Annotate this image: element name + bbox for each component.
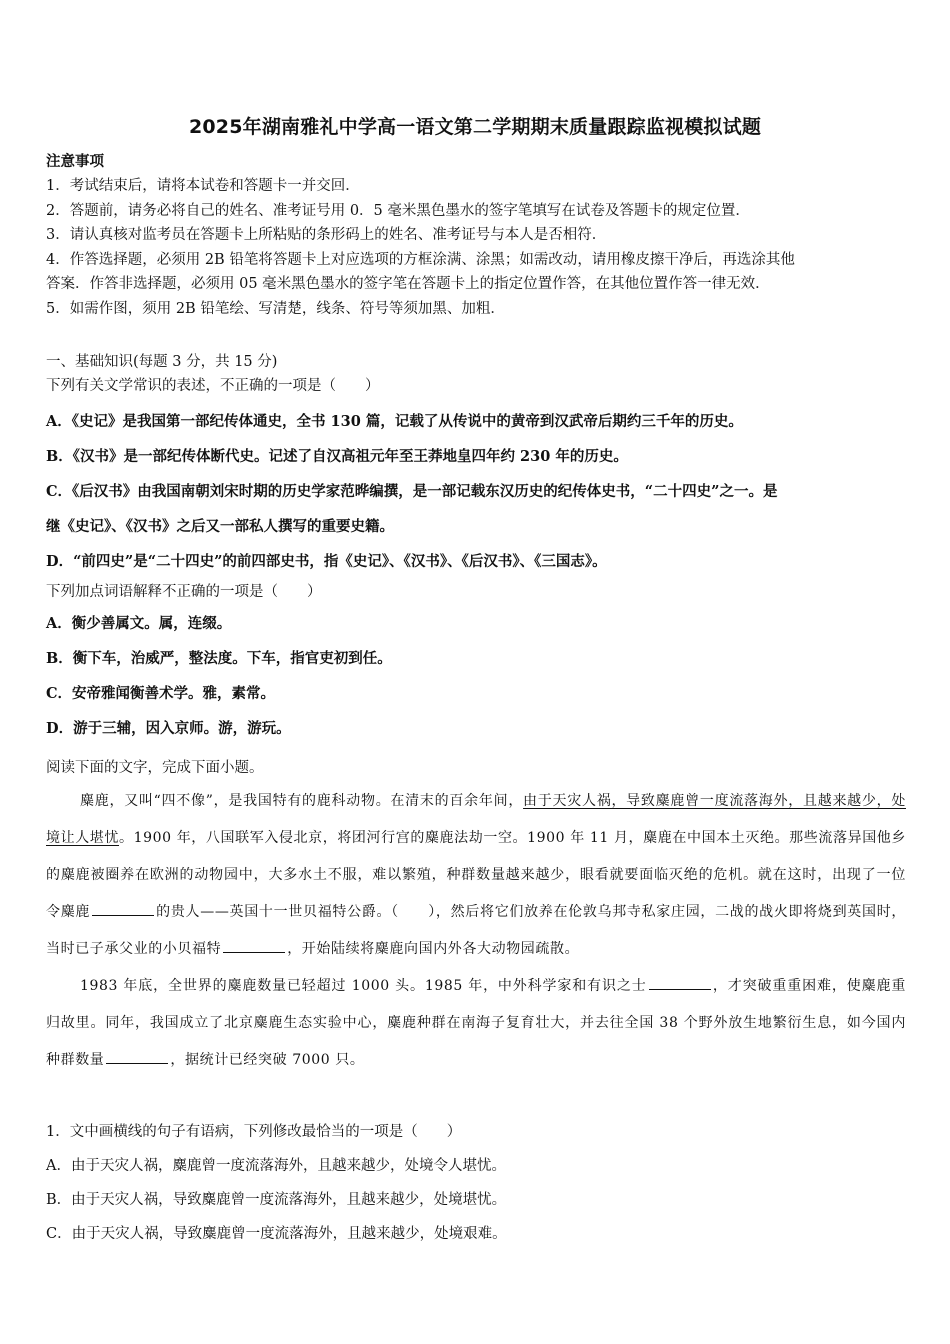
passage-text: 的贵人——英国十一世贝福特公爵。（ ），然后将它们放养在伦敦乌邦寺私家庄园，二战的战火即将烧到英国时，当时已子承父业的小贝福特 bbox=[46, 904, 906, 957]
reading-intro bbox=[46, 756, 906, 780]
passage-text: 1983 年底，全世界的麋鹿数量已轻超过 1000 头。1985 年，中外科学家和有识之士 bbox=[80, 978, 647, 994]
passage-text: ，开始陆续将麋鹿向国内外各大动物园疏散。 bbox=[287, 941, 580, 957]
basic-knowledge-section bbox=[46, 350, 906, 398]
passage-text: 。1900 年，八国联军入侵北京，将团河行宫的麋鹿法劫一空。1900 年 11 月，麋鹿在中国本土灭绝。那些流落异国他乡的麋鹿被圈养在欧洲的动物园中，大多水土不服，难以繁殖，种群数量越来越少，眼看就要面临灭绝的危机。就在这时，出现了一位令麋鹿 bbox=[46, 830, 906, 920]
notice-section bbox=[46, 150, 906, 321]
section-heading: 一、基础知识(每题 3 分，共 15 分) bbox=[46, 354, 278, 370]
passage-paragraph-2 bbox=[46, 968, 906, 1079]
page-title: 2025年湖南雅礼中学高一语文第二学期期末质量跟踪监视模拟试题 bbox=[188, 116, 762, 138]
underlined-sentence: 由于天灾人祸，导致麋鹿曾一度流落海外，且越来越少，处境让人堪忧 bbox=[46, 793, 906, 846]
passage-text: 麋鹿，又叫“四不像”，是我国特有的鹿科动物。在清末的百余年间， bbox=[80, 793, 524, 809]
option-b: B．由于天灾人祸，导致麋鹿曾一度流落海外，且越来越少，处境堪忧。 bbox=[46, 1192, 507, 1208]
question-2 bbox=[46, 578, 906, 746]
notice-item: 2．答题前，请务必将自己的姓名、准考证号用 0．5 毫米黑色墨水的签字笔填写在试卷及答题卡的规定位置． bbox=[46, 202, 750, 219]
blank-line bbox=[92, 901, 154, 916]
option-a: A．衡少善属文。属，连缀。 bbox=[46, 615, 232, 632]
passage-paragraph-1 bbox=[46, 783, 906, 968]
blank-line bbox=[223, 938, 285, 953]
question-stem: 1．文中画横线的句子有语病，下列修改最恰当的一项是（ ） bbox=[46, 1124, 462, 1140]
option-d: D．“前四史”是“二十四史”的前四部史书，指《史记》、《汉书》、《后汉书》、《三国志》。 bbox=[46, 553, 607, 570]
option-c: C．安帝雅闻衡善术学。雅，素常。 bbox=[46, 685, 276, 702]
blank-line bbox=[106, 1049, 168, 1064]
reading-question-1 bbox=[46, 1115, 906, 1251]
notice-heading: 注意事项 bbox=[46, 154, 104, 170]
reading-instruction: 阅读下面的文字，完成下面小题。 bbox=[46, 760, 264, 776]
option-a: A．由于天灾人祸，麋鹿曾一度流落海外，且越来越少，处境令人堪忧。 bbox=[46, 1158, 506, 1174]
question-stem: 下列有关文学常识的表述，不正确的一项是（ ） bbox=[46, 378, 380, 394]
notice-item: 答案．作答非选择题，必须用 05 毫米黑色墨水的签字笔在答题卡上的指定位置作答，在其他位置作答一律无效． bbox=[46, 276, 770, 292]
option-b: B．《汉书》是一部纪传体断代史。记述了自汉高祖元年至王莽地皇四年约 230 年的历史。 bbox=[46, 448, 628, 465]
option-c: C．由于天灾人祸，导致麋鹿曾一度流落海外，且越来越少，处境艰难。 bbox=[46, 1226, 507, 1242]
passage-text: ，据统计已经突破 7000 只。 bbox=[170, 1052, 365, 1068]
option-c: C．《后汉书》由我国南朝刘宋时期的历史学家范晔编撰，是一部记载东汉历史的纪传体史书，“二十四史”之一。是 bbox=[46, 483, 778, 500]
question-1-options bbox=[46, 404, 906, 579]
option-b: B．衡下车，治威严，整法度。下车，指官吏初到任。 bbox=[46, 650, 392, 667]
notice-item: 3．请认真核对监考员在答题卡上所粘贴的条形码上的姓名、准考证号与本人是否相符． bbox=[46, 227, 607, 243]
option-c-continued: 继《史记》、《汉书》之后又一部私人撰写的重要史籍。 bbox=[46, 518, 394, 535]
notice-item: 4．作答选择题，必须用 2B 铅笔将答题卡上对应选项的方框涂满、涂黑；如需改动，请用橡皮擦干净后，再选涂其他 bbox=[46, 251, 795, 268]
question-stem: 下列加点词语解释不正确的一项是（ ） bbox=[46, 584, 322, 600]
notice-item: 5．如需作图，须用 2B 铅笔绘、写清楚，线条、符号等须加黑、加粗． bbox=[46, 300, 505, 317]
blank-line bbox=[649, 975, 711, 990]
option-d: D．游于三辅，因入京师。游，游玩。 bbox=[46, 720, 291, 737]
option-a: A．《史记》是我国第一部纪传体通史，全书 130 篇，记载了从传说中的黄帝到汉武帝后期约三千年的历史。 bbox=[46, 413, 743, 430]
passage-text: ，才突破重重困难，使麋鹿重归故里。同年，我国成立了北京麋鹿生态实验中心，麋鹿种群在南海子复育壮大，并去往全国 38 个野外放生地繁衍生息，如今国内种群数量 bbox=[46, 978, 906, 1068]
reading-passage bbox=[46, 783, 906, 1079]
notice-item: 1．考试结束后，请将本试卷和答题卡一并交回． bbox=[46, 178, 360, 194]
